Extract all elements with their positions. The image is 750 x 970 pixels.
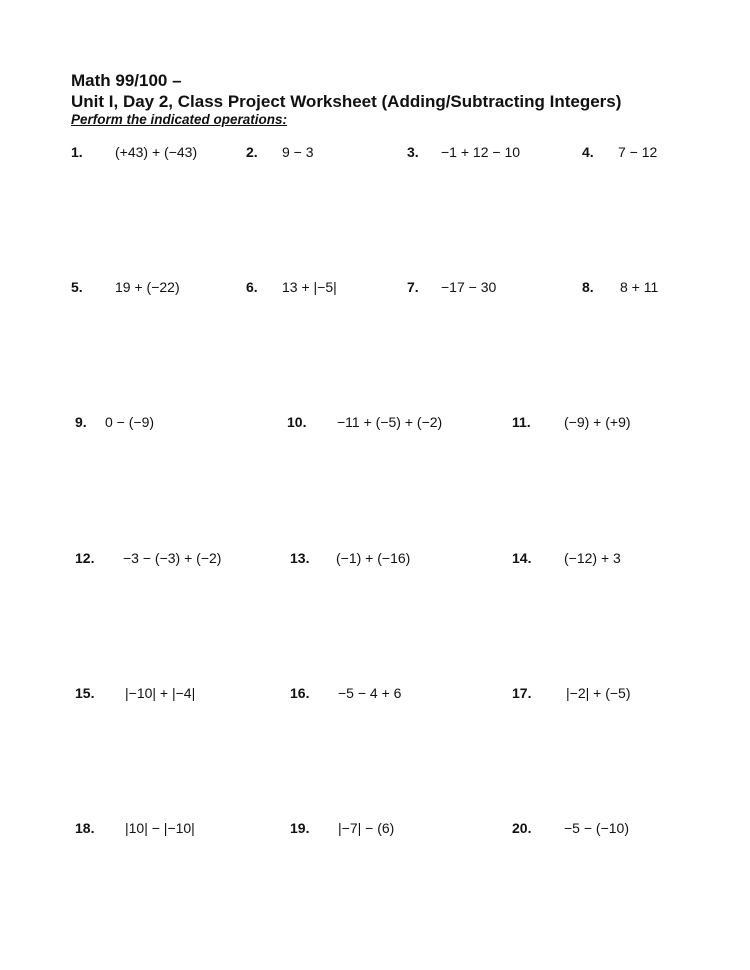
worksheet-header: [71, 70, 621, 128]
problem-expression: 9 − 3: [282, 144, 314, 160]
problem-number: 3.: [407, 144, 419, 160]
problem-expression: −17 − 30: [441, 279, 497, 295]
problem-expression: |10| − |−10|: [125, 820, 195, 836]
problem-expression: (−9) + (+9): [564, 414, 631, 430]
problem-number: 1.: [71, 144, 83, 160]
problem-number: 11.: [512, 414, 531, 430]
problem-number: 13.: [290, 550, 310, 566]
problem-number: 4.: [582, 144, 594, 160]
problem-number: 16.: [290, 685, 310, 701]
problem-number: 5.: [71, 279, 83, 295]
problem-number: 7.: [407, 279, 419, 295]
worksheet-title: Unit I, Day 2, Class Project Worksheet (Adding/Subtracting Integers): [71, 92, 622, 111]
problem-expression: −11 + (−5) + (−2): [337, 414, 443, 430]
problem-expression: (−1) + (−16): [336, 550, 411, 566]
problem-number: 18.: [75, 820, 95, 836]
problem-number: 20.: [512, 820, 532, 836]
problem-number: 2.: [246, 144, 258, 160]
problem-expression: −3 − (−3) + (−2): [123, 550, 222, 566]
problem-expression: 0 − (−9): [105, 414, 155, 430]
problem-expression: (+43) + (−43): [115, 144, 198, 160]
problem-expression: 13 + |−5|: [282, 279, 337, 295]
problem-number: 14.: [512, 550, 532, 566]
problem-number: 19.: [290, 820, 310, 836]
problem-expression: 7 − 12: [618, 144, 658, 160]
problem-number: 6.: [246, 279, 258, 295]
problem-expression: 8 + 11: [620, 279, 659, 295]
problem-expression: −1 + 12 − 10: [441, 144, 521, 160]
problem-expression: |−10| + |−4|: [125, 685, 196, 701]
problem-number: 12.: [75, 550, 95, 566]
problem-expression: 19 + (−22): [115, 279, 180, 295]
problem-number: 8.: [582, 279, 594, 295]
problem-expression: |−2| + (−5): [566, 685, 631, 701]
course-title: Math 99/100 –: [71, 71, 182, 90]
problem-expression: −5 − (−10): [564, 820, 629, 836]
problem-number: 10.: [287, 414, 307, 430]
problem-number: 17.: [512, 685, 532, 701]
problem-expression: −5 − 4 + 6: [338, 685, 402, 701]
problem-expression: |−7| − (6): [338, 820, 395, 836]
problem-number: 15.: [75, 685, 95, 701]
problem-expression: (−12) + 3: [564, 550, 621, 566]
instructions: Perform the indicated operations:: [71, 112, 288, 127]
problem-number: 9.: [75, 414, 87, 430]
